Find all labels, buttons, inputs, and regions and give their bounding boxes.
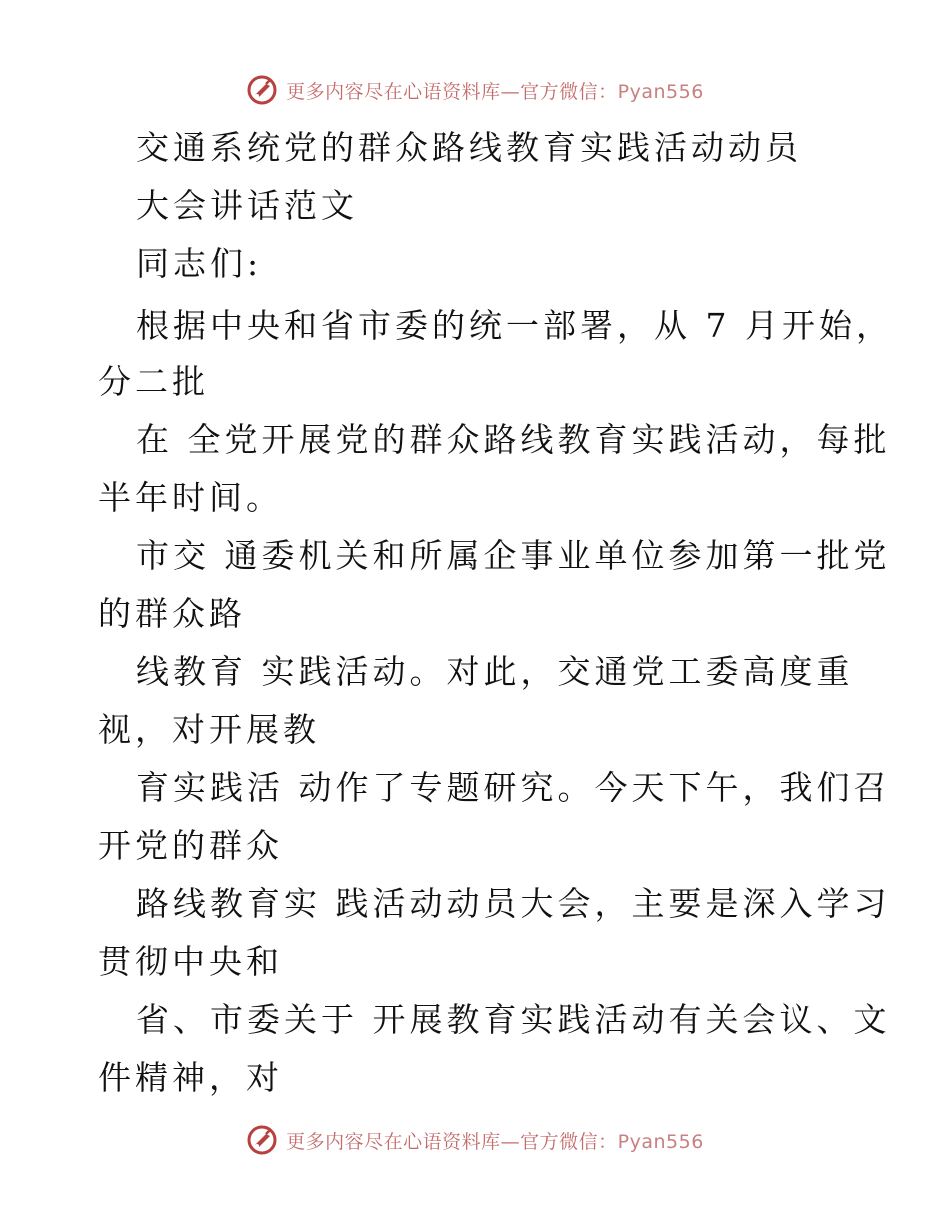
paragraph-line: 省、市委关于 开展教育实践活动有关会议、文	[136, 1000, 891, 1039]
brand-logo-icon	[246, 74, 278, 106]
paragraph-line: 育实践活 动作了专题研究。今天下午，我们召	[136, 768, 891, 807]
paragraph-line: 开党的群众	[98, 826, 283, 865]
document-title-line-2: 大会讲话范文	[136, 186, 358, 225]
paragraph-line: 市交 通委机关和所属企事业单位参加第一批党	[136, 536, 891, 575]
footer-watermark-banner	[0, 1120, 950, 1160]
document-title-line-1: 交通系统党的群众路线教育实践活动动员	[136, 128, 802, 167]
wechat-id: Pyan556	[617, 1130, 704, 1153]
watermark-text: 更多内容尽在心语资料库—官方微信：Pyan556	[286, 1130, 704, 1153]
paragraph-line: 分二批	[98, 362, 209, 401]
paragraph-line: 在 全党开展党的群众路线教育实践活动，每批	[136, 420, 891, 459]
header-watermark-banner	[0, 70, 950, 110]
paragraph-line: 根据中央和省市委的统一部署，从 7 月开始，	[136, 306, 893, 345]
paragraph-line: 件精神，对	[98, 1058, 283, 1097]
paragraph-line: 的群众路	[98, 594, 246, 633]
paragraph-line: 视，对开展教	[98, 710, 320, 749]
brand-logo-icon	[246, 1124, 278, 1156]
salutation: 同志们:	[136, 244, 263, 283]
watermark-text: 更多内容尽在心语资料库—官方微信：Pyan556	[286, 80, 704, 103]
paragraph-line: 贯彻中央和	[98, 942, 283, 981]
paragraph-line: 半年时间。	[98, 478, 283, 517]
paragraph-line: 路线教育实 践活动动员大会，主要是深入学习	[136, 884, 891, 923]
wechat-id: Pyan556	[617, 80, 704, 103]
paragraph-line: 线教育 实践活动。对此，交通党工委高度重	[136, 652, 854, 691]
